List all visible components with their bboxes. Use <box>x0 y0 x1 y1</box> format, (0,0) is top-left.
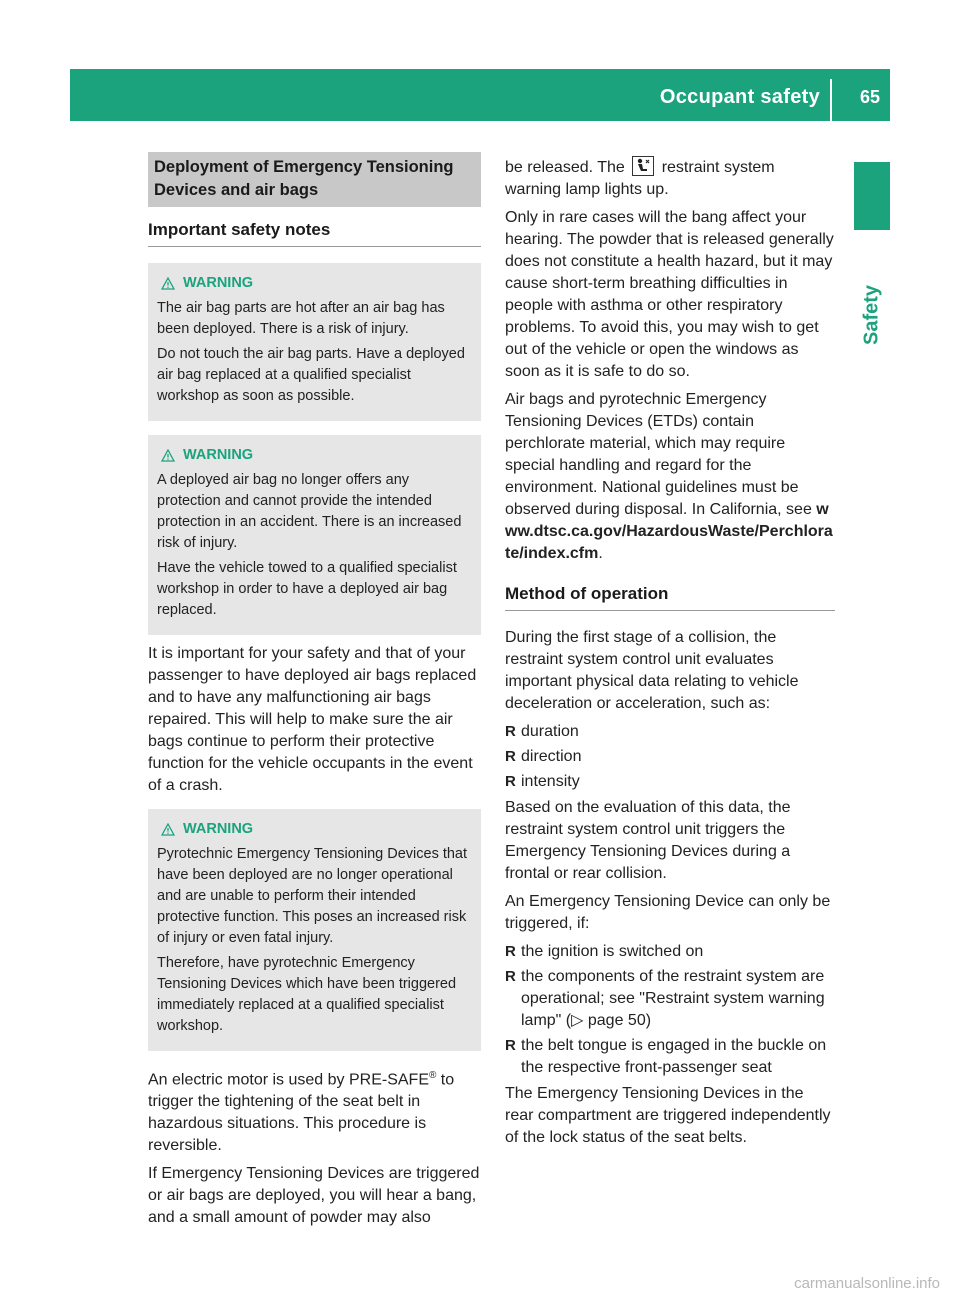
list-item: R direction <box>505 746 835 768</box>
warning-triangle-icon <box>161 277 175 290</box>
warning-title <box>161 273 471 294</box>
header-bar <box>70 69 890 121</box>
text-span: An electric motor is used by PRE-SAFE <box>148 1071 429 1089</box>
warning-title <box>161 819 471 840</box>
text-span: to trigger the tightening of the seat belt in hazardous situations. This procedure is reversible. <box>148 1071 455 1155</box>
body-paragraph: During the first stage of a collision, the restraint system control unit evaluates important physical data relating to vehicle deceleration or acceleration, such as: <box>505 629 799 712</box>
warning-box-2 <box>148 435 481 635</box>
warning-triangle-icon <box>161 823 175 836</box>
warning-text: A deployed air bag no longer offers any protection and cannot provide the intended protection in an accident. There is an increased risk of injury. <box>157 472 462 551</box>
bullet-list <box>505 941 835 1079</box>
warning-text: Therefore, have pyrotechnic Emergency Tensioning Devices which have been triggered immediately replaced at a qualified specialist workshop. <box>157 955 457 1034</box>
subheading-method-of-operation: Method of operation <box>505 583 835 611</box>
warning-text: The air bag parts are hot after an air bag has been deployed. There is a risk of injury. <box>157 300 445 337</box>
page-number: 65 <box>859 87 880 107</box>
text-span: restraint system warning lamp lights up. <box>505 159 775 198</box>
restraint-system-icon <box>632 156 654 176</box>
warning-triangle-icon <box>161 449 175 462</box>
warning-text: Have the vehicle towed to a qualified specialist workshop in order to have a deployed air bag replaced. <box>157 560 457 618</box>
body-paragraph: An Emergency Tensioning Device can only be triggered, if: <box>505 893 831 932</box>
header-divider <box>830 79 832 121</box>
list-item: R intensity <box>505 771 835 793</box>
warning-box-1 <box>148 263 481 421</box>
body-paragraph <box>505 156 835 201</box>
bullet-list <box>505 721 835 793</box>
subheading-safety-notes: Important safety notes <box>148 219 481 247</box>
warning-text: Pyrotechnic Emergency Tensioning Devices that have been deployed are no longer operational and are unable to perform their intended protective function. This poses an increased risk of injury or even fatal injury. <box>157 846 468 946</box>
text-span: Air bags and pyrotechnic Emergency Tensioning Devices (ETDs) contain perchlorate material, which may require special handling and regard for the environment. National guidelines must be observed during disposal. In California, see <box>505 391 817 518</box>
body-paragraph: If Emergency Tensioning Devices are triggered or air bags are deployed, you will hear a bang, and a small amount of powder may also <box>148 1165 480 1227</box>
body-paragraph <box>505 389 835 565</box>
list-item: R duration <box>505 721 835 743</box>
body-paragraph: It is important for your safety and that of your passenger to have deployed air bags replaced and to have any malfunctioning air bags repaired. This will help to make sure the air bags continue to perform their protective function for the vehicle occupants in the event of a crash. <box>148 645 477 794</box>
text-span: . <box>598 545 603 562</box>
right-column <box>505 156 835 1155</box>
registered-mark: ® <box>428 1070 437 1081</box>
warning-text: Do not touch the air bag parts. Have a deployed air bag replaced at a qualified specialist workshop as soon as possible. <box>157 346 465 404</box>
warning-label: WARNING <box>183 275 254 291</box>
body-paragraph: The Emergency Tensioning Devices in the rear compartment are triggered independently of the lock status of the seat belts. <box>505 1085 831 1146</box>
watermark: carmanualsonline.info <box>794 1275 940 1292</box>
warning-title <box>161 445 471 466</box>
section-heading: Deployment of Emergency Tensioning Devices and air bags <box>148 152 481 207</box>
warning-label: WARNING <box>183 447 254 463</box>
website-link[interactable]: www.dtsc.ca.gov/HazardousWaste/Perchlorate/index.cfm <box>505 501 833 562</box>
list-item: R the components of the restraint system are operational; see "Restraint system warning lamp" (▷ page 50) <box>505 966 835 1032</box>
side-tab-label: Safety <box>860 284 883 346</box>
left-column <box>148 152 481 1235</box>
list-item: R the ignition is switched on <box>505 941 835 963</box>
body-paragraph <box>148 1065 481 1157</box>
chapter-title: Occupant safety <box>659 86 820 108</box>
body-paragraph: Based on the evaluation of this data, the restraint system control unit triggers the Emergency Tensioning Devices during a frontal or rear collision. <box>505 799 791 882</box>
list-item: R the belt tongue is engaged in the buckle on the respective front-passenger seat <box>505 1035 835 1079</box>
warning-box-3 <box>148 809 481 1051</box>
warning-label: WARNING <box>183 821 254 837</box>
side-tab-marker <box>854 162 890 230</box>
text-span: be released. The <box>505 159 625 176</box>
body-paragraph: Only in rare cases will the bang affect your hearing. The powder that is released generally does not constitute a health hazard, but it may cause short-term breathing difficulties in people with asthma or other respiratory problems. To avoid this, you may wish to get out of the vehicle or open the windows as soon as it is safe to do so. <box>505 209 834 380</box>
